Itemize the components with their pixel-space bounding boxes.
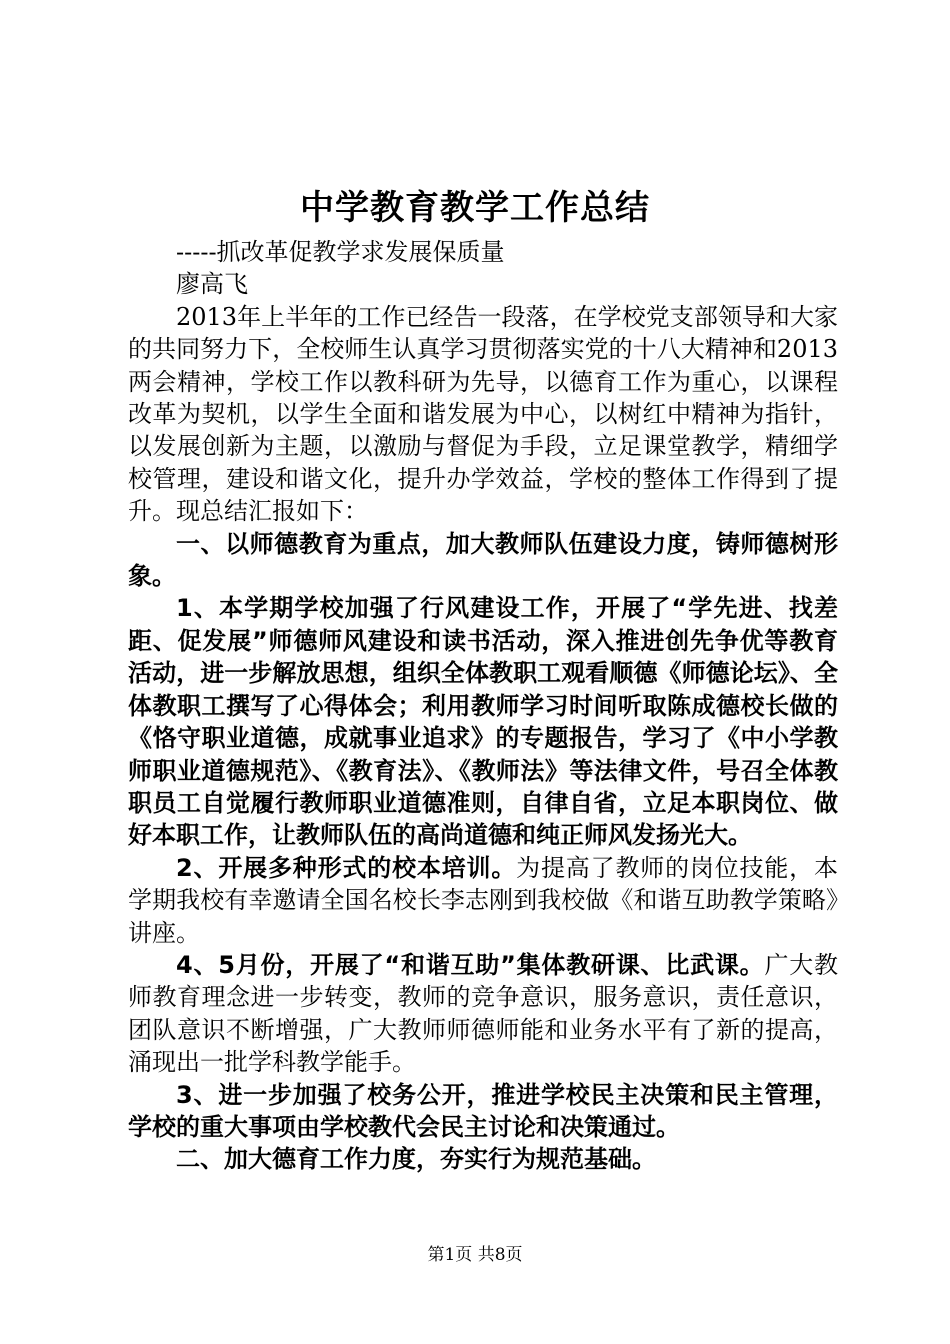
document-title: 中学教育教学工作总结 bbox=[300, 188, 650, 228]
section-heading-1: 一、以师德教育为重点，加大教师队伍建设力度，铸师德树形象。 bbox=[128, 529, 838, 591]
item-paragraph-4 bbox=[128, 949, 838, 1079]
item-paragraph-3: 3、进一步加强了校务公开，推进学校民主决策和民主管理，学校的重大事项由学校教代会民主讨论和决策通过。 bbox=[128, 1080, 838, 1141]
document-body bbox=[128, 236, 838, 1176]
section-heading-2: 二、加大德育工作力度，夯实行为规范基础。 bbox=[176, 1145, 656, 1174]
item-4-lead: 4、5月份，开展了“和谐互助”集体教研课、比武课。 bbox=[176, 950, 765, 979]
document-author: 廖高飞 bbox=[176, 270, 248, 299]
intro-paragraph: 2013年上半年的工作已经告一段落，在学校党支部领导和大家的共同努力下，全校师生认真学习贯彻落实党的十八大精神和2013两会精神，学校工作以教科研为先导，以德育工作为重心，以课程改革为契机，以学生全面和谐发展为中心，以树红中精神为指针，以发展创新为主题，以激励与督促为手段，立足课堂教学，精细学校管理，建设和谐文化，提升办学效益，学校的整体工作得到了提升。现总结汇报如下： bbox=[128, 302, 838, 526]
item-2-rest: 为提高了教师的岗位技能，本学期我校有幸邀请全国名校长李志刚到我校做《和谐互助教学策略》讲座。 bbox=[128, 853, 839, 947]
item-4-rest: 广大教师教育理念进一步转变，教师的竞争意识，服务意识，责任意识，团队意识不断增强，广大教师师德师能和业务水平有了新的提高，涌现出一批学科教学能手。 bbox=[128, 950, 838, 1077]
page-footer: 第1页 共8页 bbox=[427, 1245, 523, 1265]
item-2-lead: 2、开展多种形式的校本培训。 bbox=[176, 853, 517, 882]
item-paragraph-2 bbox=[128, 852, 838, 949]
document-subtitle: -----抓改革促教学求发展保质量 bbox=[176, 238, 505, 266]
item-paragraph-1: 1、本学期学校加强了行风建设工作，开展了“学先进、找差距、促发展”师德师风建设和读书活动，深入推进创先争优等教育活动，进一步解放思想，组织全体教职工观看顺德《师德论坛》、全体教职工撰写了心得体会；利用教师学习时间听取陈成德校长做的《恪守职业道德，成就事业追求》的专题报告，学习了《中小学教师职业道德规范》、《教育法》、《教师法》等法律文件，号召全体教职员工自觉履行教师职业道德准则，自律自省，立足本职岗位、做好本职工作，让教师队伍的高尚道德和纯正师风发扬光大。 bbox=[128, 594, 838, 850]
